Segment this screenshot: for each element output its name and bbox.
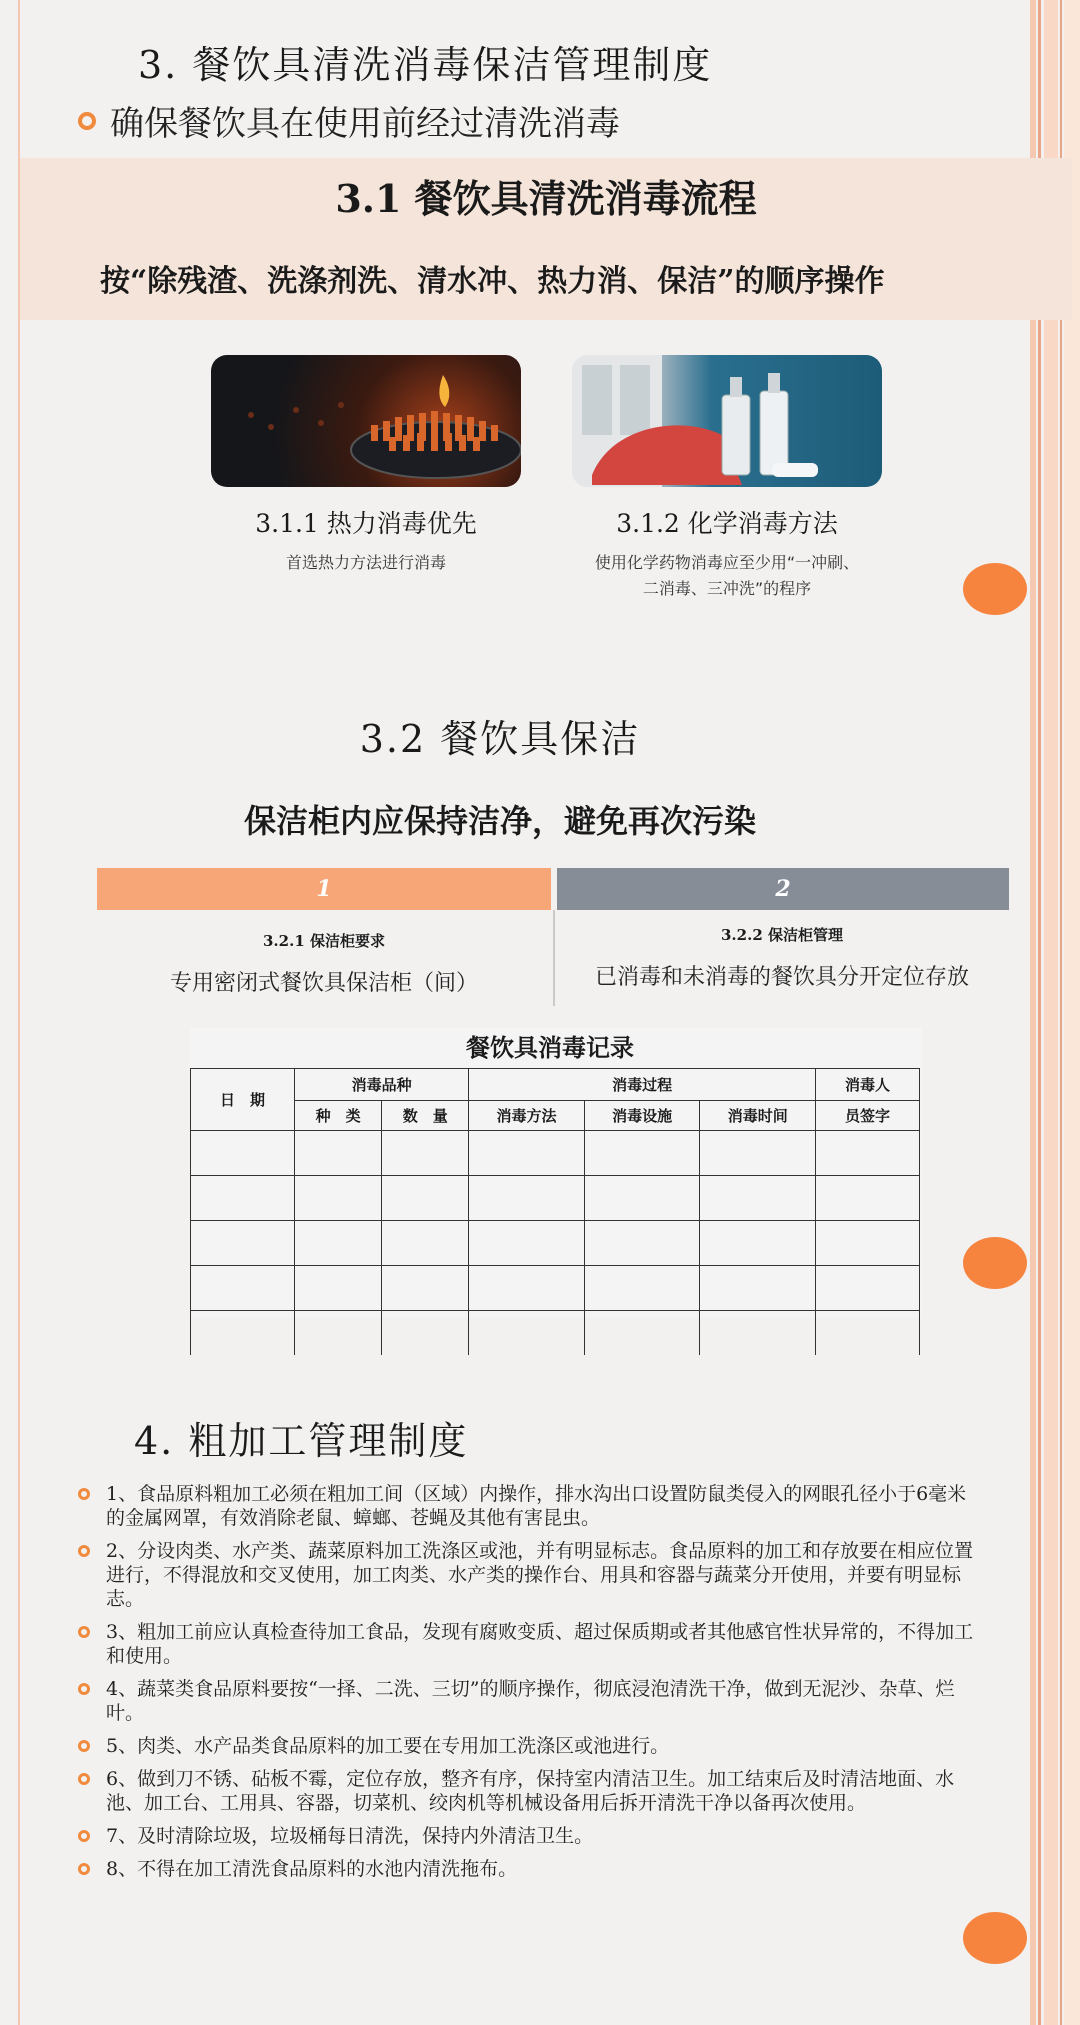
col-group-process: 消毒过程 <box>469 1069 816 1101</box>
item-312-title: 3.1.2 化学消毒方法 <box>616 509 838 538</box>
list-item: 8、不得在加工清洗食品原料的水池内清洗拖布。 <box>78 1857 978 1881</box>
table-row <box>191 1221 920 1266</box>
decorative-circle <box>963 1912 1027 1964</box>
item-311-text: 首选热力方法进行消毒 <box>285 553 446 572</box>
record-title: 餐饮具消毒记录 <box>466 1034 634 1062</box>
decorative-circle <box>963 1237 1027 1289</box>
col-time: 消毒时间 <box>700 1101 816 1131</box>
item-312-text: 使用化学药物消毒应至少用“一冲刷、 二消毒、三冲洗”的程序 <box>594 553 860 598</box>
table-row <box>191 1311 920 1355</box>
section3-title: 3. 餐饮具清洗消毒保洁管理制度 <box>138 43 713 87</box>
tab-1-heading: 3.2.1 保洁柜要求 <box>263 932 385 950</box>
section3-bullet <box>78 96 620 145</box>
section32-title: 3.2 餐饮具保洁 <box>359 717 641 761</box>
bullet-ring-icon <box>78 1683 90 1695</box>
table-row <box>191 1176 920 1221</box>
bullet-ring-icon <box>78 112 96 130</box>
bullet-ring-icon <box>78 1488 90 1500</box>
bullet-ring-icon <box>78 1863 90 1875</box>
section4-list <box>78 1482 978 1890</box>
bullet-ring-icon <box>78 1773 90 1785</box>
list-item: 5、肉类、水产品类食品原料的加工要在专用加工洗涤区或池进行。 <box>78 1734 978 1758</box>
tab-2-heading: 3.2.2 保洁柜管理 <box>721 926 843 944</box>
bullet-ring-icon <box>78 1830 90 1842</box>
record-table <box>190 1068 920 1355</box>
disinfectant-bottles-photo <box>572 355 882 487</box>
bullet-ring-icon <box>78 1740 90 1752</box>
col-signer-bottom: 员签字 <box>816 1101 920 1131</box>
list-item: 1、食品原料粗加工必须在粗加工间（区域）内操作，排水沟出口设置防鼠类侵入的网眼孔径小于6毫米的金属网罩，有效消除老鼠、蟑螂、苍蝇及其他有害昆虫。 <box>78 1482 978 1530</box>
section4-title: 4. 粗加工管理制度 <box>134 1419 469 1463</box>
col-method: 消毒方法 <box>469 1101 585 1131</box>
col-signer-top: 消毒人 <box>816 1069 920 1101</box>
list-item: 3、粗加工前应认真检查待加工食品，发现有腐败变质、超过保质期或者其他感官性状异常的，不得加工和使用。 <box>78 1620 978 1668</box>
candles-photo <box>211 355 521 487</box>
item-311-title: 3.1.1 热力消毒优先 <box>255 509 477 538</box>
col-type: 种 类 <box>295 1101 382 1131</box>
list-item: 2、分设肉类、水产类、蔬菜原料加工洗涤区或池，并有明显标志。食品原料的加工和存放要在相应位置进行，不得混放和交叉使用，加工肉类、水产类的操作台、用具和容器与蔬菜分开使用，并要有明显标志。 <box>78 1539 978 1611</box>
disinfection-record <box>190 1028 922 1318</box>
col-group-variety: 消毒品种 <box>295 1069 469 1101</box>
list-item: 4、蔬菜类食品原料要按“一择、二洗、三切”的顺序操作，彻底浸泡清洗干净，做到无泥沙、杂草、烂叶。 <box>78 1677 978 1725</box>
table-row <box>191 1131 920 1176</box>
section31-band <box>20 158 1072 320</box>
list-item: 7、及时清除垃圾，垃圾桶每日清洗，保持内外清洁卫生。 <box>78 1824 978 1848</box>
bullet-ring-icon <box>78 1545 90 1557</box>
section3-bullet-text: 确保餐饮具在使用前经过清洗消毒 <box>110 104 620 144</box>
tab-1: 1 <box>97 868 551 910</box>
decorative-circle <box>963 563 1027 615</box>
section31-subtitle: 按“除残渣、洗涤剂洗、清水冲、热力消、保洁”的顺序操作 <box>100 264 885 299</box>
list-item: 6、做到刀不锈、砧板不霉，定位存放，整齐有序，保持室内清洁卫生。加工结束后及时清洁地面、水池、加工台、工用具、容器，切菜机、绞肉机等机械设备用后拆开清洗干净以备再次使用。 <box>78 1767 978 1815</box>
tab-2-text: 已消毒和未消毒的餐饮具分开定位存放 <box>594 965 969 990</box>
bullet-ring-icon <box>78 1626 90 1638</box>
section31-title: 3.1 餐饮具清洗消毒流程 <box>335 176 757 221</box>
col-quantity: 数 量 <box>382 1101 469 1131</box>
col-facility: 消毒设施 <box>584 1101 700 1131</box>
tab-1-text: 专用密闭式餐饮具保洁柜（间） <box>169 971 478 996</box>
table-row <box>191 1266 920 1311</box>
section32-subtitle: 保洁柜内应保持洁净，避免再次污染 <box>243 802 756 840</box>
tab-2: 2 <box>557 868 1009 910</box>
tab-divider <box>553 910 555 1006</box>
col-date: 日 期 <box>191 1069 295 1131</box>
